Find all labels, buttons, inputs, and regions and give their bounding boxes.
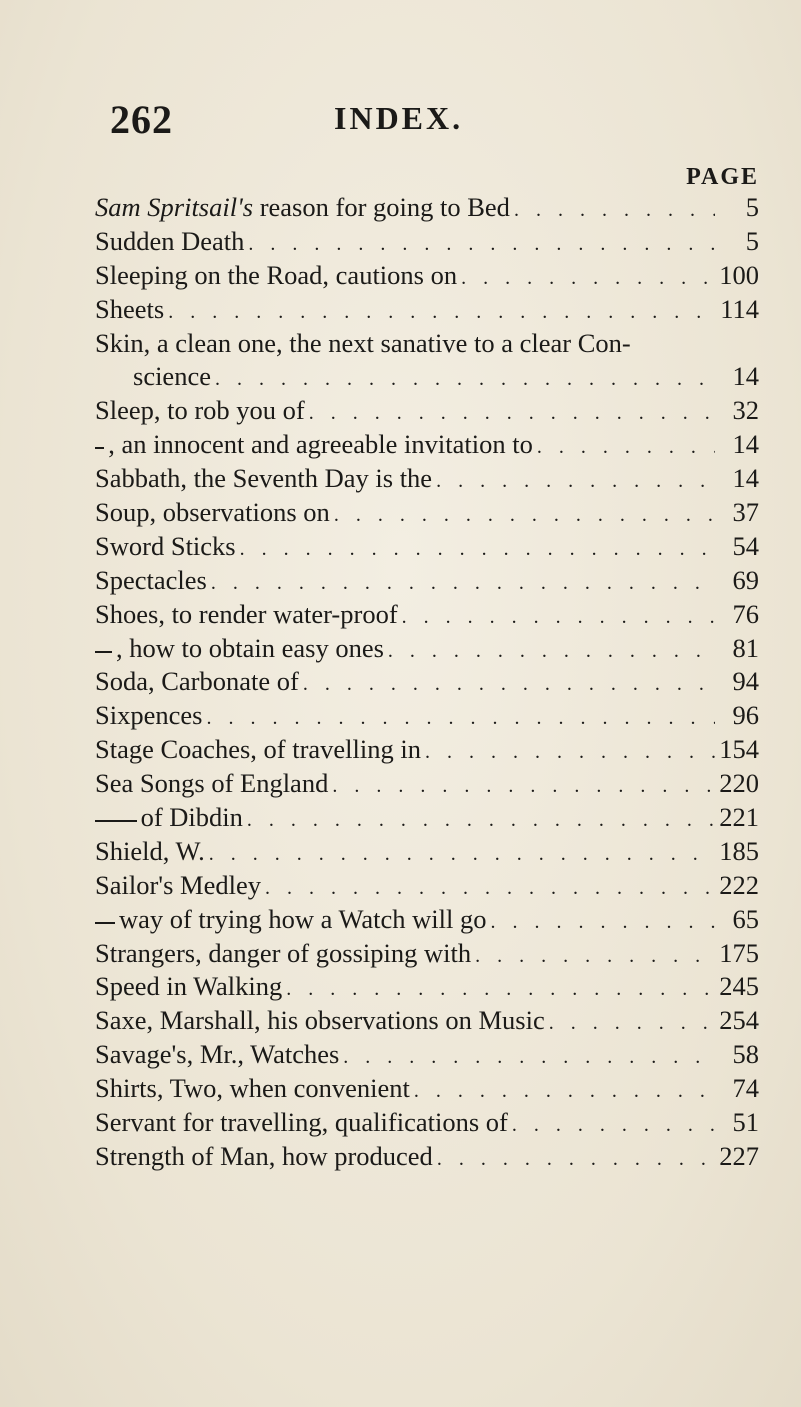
running-head: INDEX. xyxy=(334,100,464,136)
dot-leader xyxy=(215,363,715,397)
index-entry xyxy=(95,1072,759,1106)
index-entry-page: 254 xyxy=(719,1005,759,1036)
dot-leader xyxy=(437,1143,715,1177)
index-entry-text: Speed in Walking xyxy=(95,971,283,1002)
dot-leader xyxy=(209,838,715,872)
index-entry-text: Skin, a clean one, the next sanative to a clear Con- xyxy=(95,327,631,358)
index-entry-page: 65 xyxy=(732,903,759,934)
dot-leader xyxy=(211,567,715,601)
dot-leader xyxy=(247,804,715,838)
index-entries xyxy=(95,191,759,1174)
dot-leader xyxy=(475,940,715,974)
dot-leader xyxy=(168,296,715,330)
index-entry-page: 245 xyxy=(719,971,759,1002)
dot-leader xyxy=(343,1041,715,1075)
index-entry-text: of Dibdin xyxy=(140,802,243,833)
index-entry-page: 5 xyxy=(745,225,759,256)
dot-leader xyxy=(414,1075,715,1109)
dot-leader xyxy=(303,668,715,702)
index-entry xyxy=(95,733,759,767)
index-entry-page: 154 xyxy=(719,734,759,765)
index-entry-text: Sea Songs of England xyxy=(95,768,329,799)
index-entry xyxy=(95,225,759,259)
page-column-label: PAGE xyxy=(686,164,759,190)
dot-leader xyxy=(512,1109,715,1143)
index-entry xyxy=(95,191,759,225)
index-entry xyxy=(95,293,759,327)
dot-leader xyxy=(309,397,715,431)
page-number: 262 xyxy=(110,97,173,142)
index-entry-text: Sword Sticks xyxy=(95,530,236,561)
index-entry xyxy=(95,632,759,666)
index-entry xyxy=(95,428,759,462)
index-entry-text: Savage's, Mr., Watches xyxy=(95,1039,340,1070)
index-entry-text: Shield, W. xyxy=(95,835,205,866)
index-entry-page: 94 xyxy=(732,666,759,697)
index-entry-text: Soup, observations on xyxy=(95,497,330,528)
dot-leader xyxy=(206,702,715,736)
index-entry-text: Spectacles xyxy=(95,564,207,595)
dot-leader xyxy=(286,973,715,1007)
index-entry xyxy=(95,360,759,394)
index-entry xyxy=(95,564,759,598)
index-entry xyxy=(95,835,759,869)
ditto-dash xyxy=(95,447,104,449)
dot-leader xyxy=(549,1007,715,1041)
index-entry-text: way of trying how a Watch will go xyxy=(118,903,487,934)
index-entry-page: 74 xyxy=(732,1073,759,1104)
dot-leader xyxy=(491,906,715,940)
index-entry-text: , an innocent and agreeable invitation to xyxy=(108,429,533,460)
index-entry-page: 69 xyxy=(732,564,759,595)
index-entry-text: Sailor's Medley xyxy=(95,869,261,900)
index-entry-text: Sudden Death xyxy=(95,225,245,256)
index-entry-text: Sleep, to rob you of xyxy=(95,395,305,426)
index-entry xyxy=(95,327,759,361)
ditto-dash xyxy=(95,820,137,822)
index-entry-page: 14 xyxy=(732,429,759,460)
index-entry-page: 37 xyxy=(732,497,759,528)
index-entry xyxy=(95,394,759,428)
dot-leader xyxy=(436,465,715,499)
index-entry-text: Strength of Man, how produced xyxy=(95,1140,433,1171)
index-entry-page: 220 xyxy=(719,768,759,799)
index-entry xyxy=(95,259,759,293)
index-entry-text: Strangers, danger of gossiping with xyxy=(95,937,472,968)
index-entry xyxy=(95,970,759,1004)
index-entry-text: Sabbath, the Seventh Day is the xyxy=(95,463,433,494)
index-entry-page: 54 xyxy=(732,530,759,561)
index-entry-page: 227 xyxy=(719,1140,759,1171)
index-entry-page: 222 xyxy=(719,869,759,900)
page-header xyxy=(110,96,761,146)
index-entry-text: Sheets xyxy=(95,293,165,324)
index-entry xyxy=(95,767,759,801)
ditto-dash xyxy=(95,651,112,653)
dot-leader xyxy=(334,499,715,533)
dot-leader xyxy=(514,194,715,228)
index-entry-text: science xyxy=(133,361,211,392)
index-entry xyxy=(95,937,759,971)
index-entry xyxy=(95,699,759,733)
index-entry xyxy=(95,462,759,496)
dot-leader xyxy=(248,228,715,262)
index-entry-text: , how to obtain easy ones xyxy=(116,632,384,663)
index-entry xyxy=(95,1038,759,1072)
dot-leader xyxy=(402,601,715,635)
index-entry-text: Sam Spritsail's reason for going to Bed xyxy=(95,192,510,222)
index-entry xyxy=(95,903,759,937)
dot-leader xyxy=(388,635,715,669)
index-entry xyxy=(95,869,759,903)
index-entry-page: 51 xyxy=(732,1107,759,1138)
dot-leader xyxy=(265,872,715,906)
index-entry-page: 5 xyxy=(745,192,759,222)
index-entry xyxy=(95,801,759,835)
index-entry xyxy=(95,1106,759,1140)
ditto-dash xyxy=(95,922,115,924)
index-entry-text: Saxe, Marshall, his observations on Music xyxy=(95,1005,545,1036)
index-entry-page: 32 xyxy=(732,395,759,426)
index-entry-page: 58 xyxy=(732,1039,759,1070)
index-entry xyxy=(95,530,759,564)
index-entry-page: 114 xyxy=(720,293,759,324)
index-entry xyxy=(95,1004,759,1038)
index-entry-text: Shoes, to render water-proof xyxy=(95,598,398,629)
dot-leader xyxy=(425,736,715,770)
index-entry xyxy=(95,665,759,699)
index-entry-page: 76 xyxy=(732,598,759,629)
index-entry-text: Stage Coaches, of travelling in xyxy=(95,734,422,765)
dot-leader xyxy=(332,770,715,804)
index-entry-page: 185 xyxy=(719,835,759,866)
index-entry-text: Servant for travelling, qualifications of xyxy=(95,1107,508,1138)
index-entry xyxy=(95,1140,759,1174)
index-entry-page: 81 xyxy=(732,632,759,663)
dot-leader xyxy=(240,533,715,567)
index-entry-page: 221 xyxy=(719,802,759,833)
index-entry-text: Soda, Carbonate of xyxy=(95,666,299,697)
index-entry-page: 14 xyxy=(732,463,759,494)
dot-leader xyxy=(537,431,715,465)
index-entry-text: Sixpences xyxy=(95,700,203,731)
index-entry-text: Shirts, Two, when convenient xyxy=(95,1073,410,1104)
dot-leader xyxy=(461,262,715,296)
index-entry xyxy=(95,496,759,530)
index-entry-page: 100 xyxy=(719,259,759,290)
index-entry-page: 175 xyxy=(719,937,759,968)
index-entry-text: Sleeping on the Road, cautions on xyxy=(95,259,458,290)
index-entry-page: 96 xyxy=(732,700,759,731)
index-entry xyxy=(95,598,759,632)
index-entry-page: 14 xyxy=(732,361,759,392)
